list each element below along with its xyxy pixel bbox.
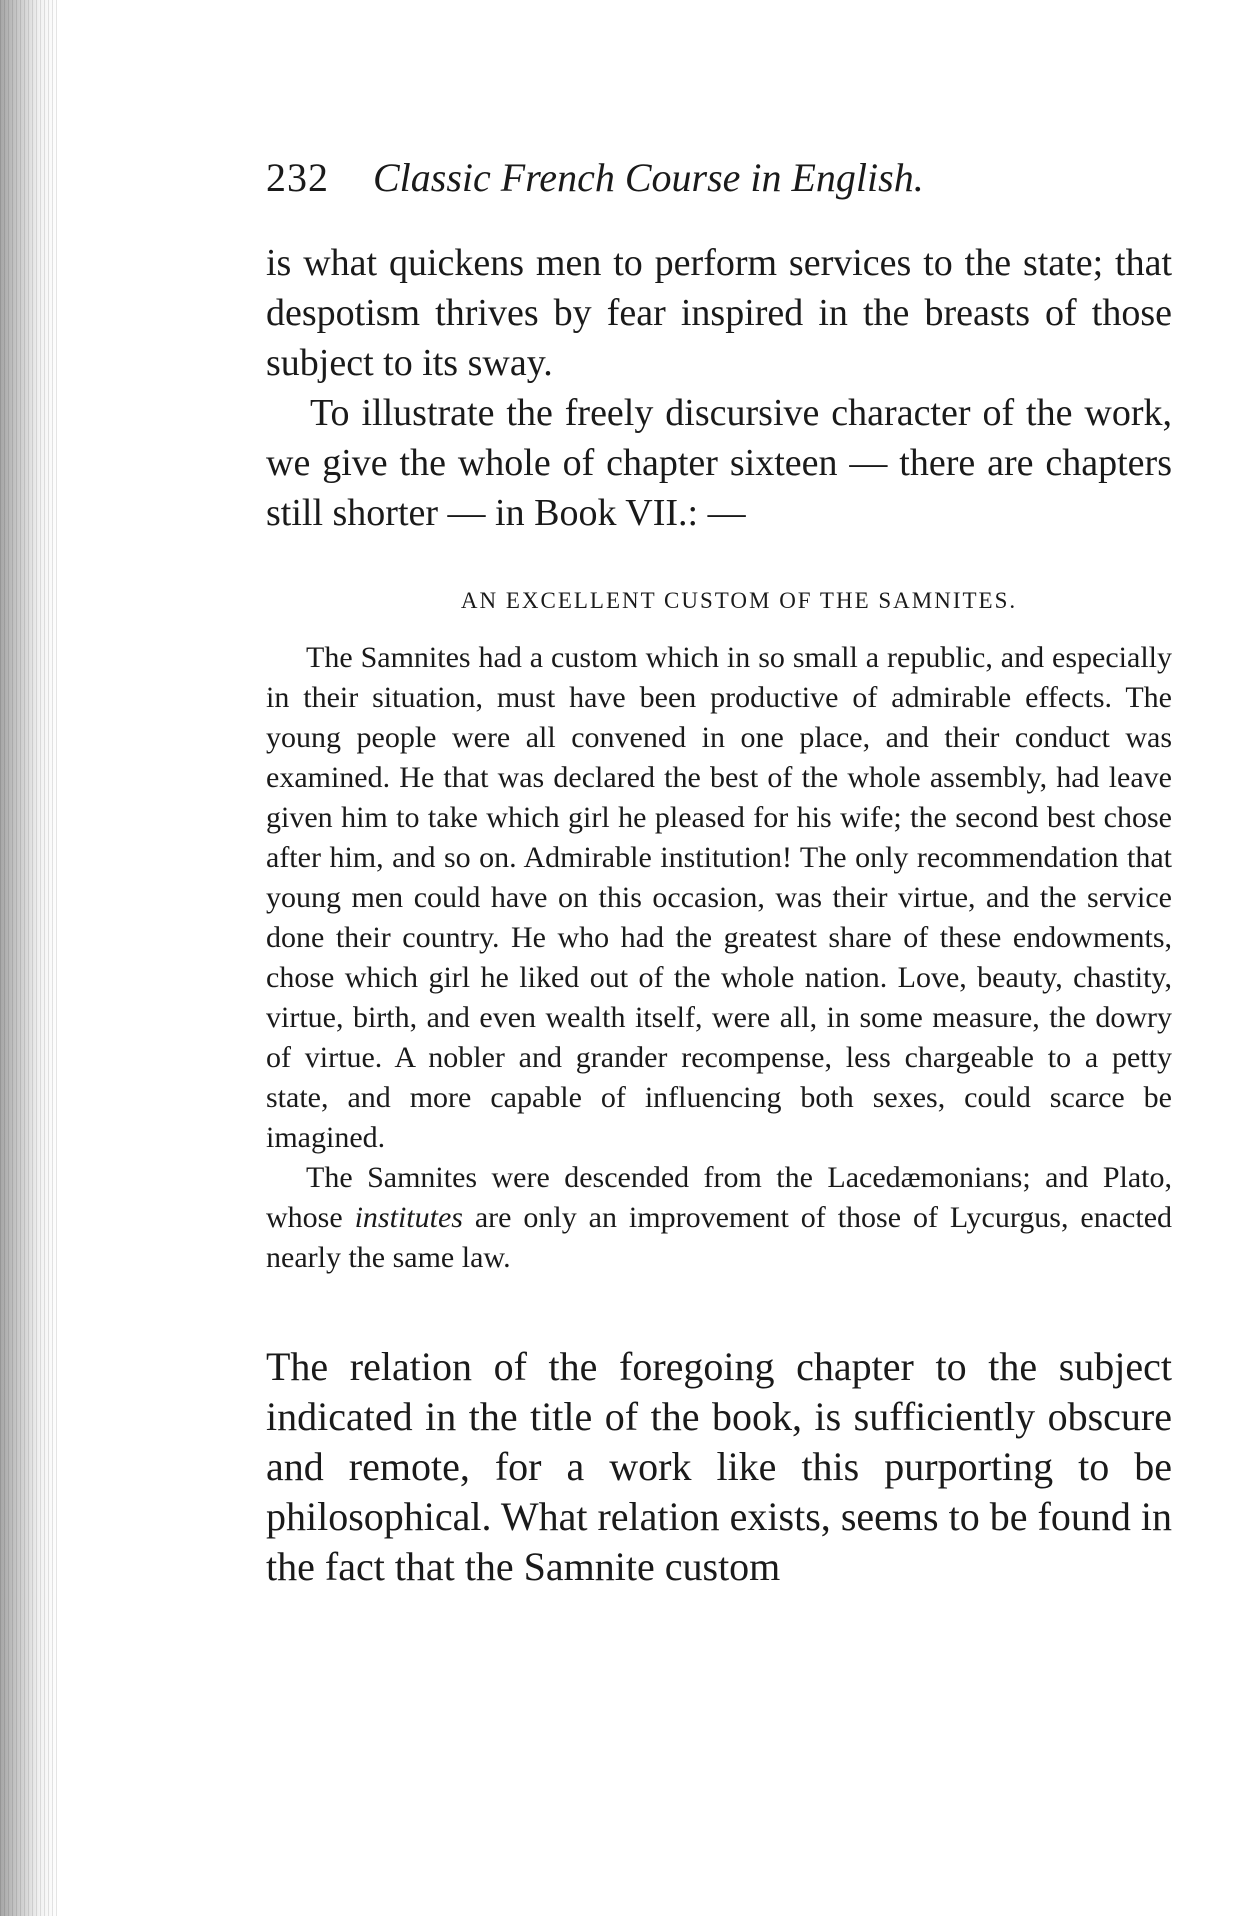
running-head xyxy=(266,150,1172,206)
book-title: Classic French Course in English. xyxy=(373,155,924,200)
closing-paragraph: The relation of the foregoing chapter to the subject indicated in the title of the book, is sufficiently obscure and remote, for a work like this purporting to be philosophical. What relation exists, seems to be found in the fact that the Samnite custom xyxy=(266,1344,1172,1589)
excerpt-paragraph-2 xyxy=(266,1158,1172,1278)
excerpt-title: AN EXCELLENT CUSTOM OF THE SAMNITES. xyxy=(460,588,1018,613)
page-number: 232 xyxy=(266,155,329,200)
excerpt-italic-text: institutes xyxy=(354,1201,463,1234)
intro-paragraph-continued: is what quickens men to perform services to the state; that despotism thrives by fear inspired in the breasts of those subject to its sway. xyxy=(266,242,1172,384)
spacer xyxy=(266,1278,1172,1342)
binding-edge xyxy=(0,0,58,1916)
excerpt-paragraph: The Samnites had a custom which in so small a republic, and especially in their situation, must have been productive of admirable effects. The young people were all convened in one place, and their conduct was examined. He that was declared the best of the whole assembly, had leave given him to take which girl he pleased for his wife; the second best chose after him, and so on. Admirable institution! The only recommendation that young men could have on this occasion, was their virtue, and the service done their country. He who had the greatest share of these endowments, chose which girl he liked out of the whole nation. Love, beauty, chastity, virtue, birth, and even wealth itself, were all, in some measure, the dowry of virtue. A nobler and grander recompense, less chargeable to a petty state, and more capable of influencing both sexes, could scarce be imagined. xyxy=(266,641,1172,1154)
excerpt-text: The Samnites were descended from the Lacedæmonians; and Plato, whose xyxy=(266,1161,1172,1234)
excerpt-text: are only an improvement of those of Lycurgus, enacted nearly the same law. xyxy=(266,1201,1173,1274)
page xyxy=(266,150,1172,1592)
intro-paragraph: To illustrate the freely discursive character of the work, we give the whole of chapter sixteen — there are chapters still shorter — in Book VII.: — xyxy=(266,392,1172,534)
